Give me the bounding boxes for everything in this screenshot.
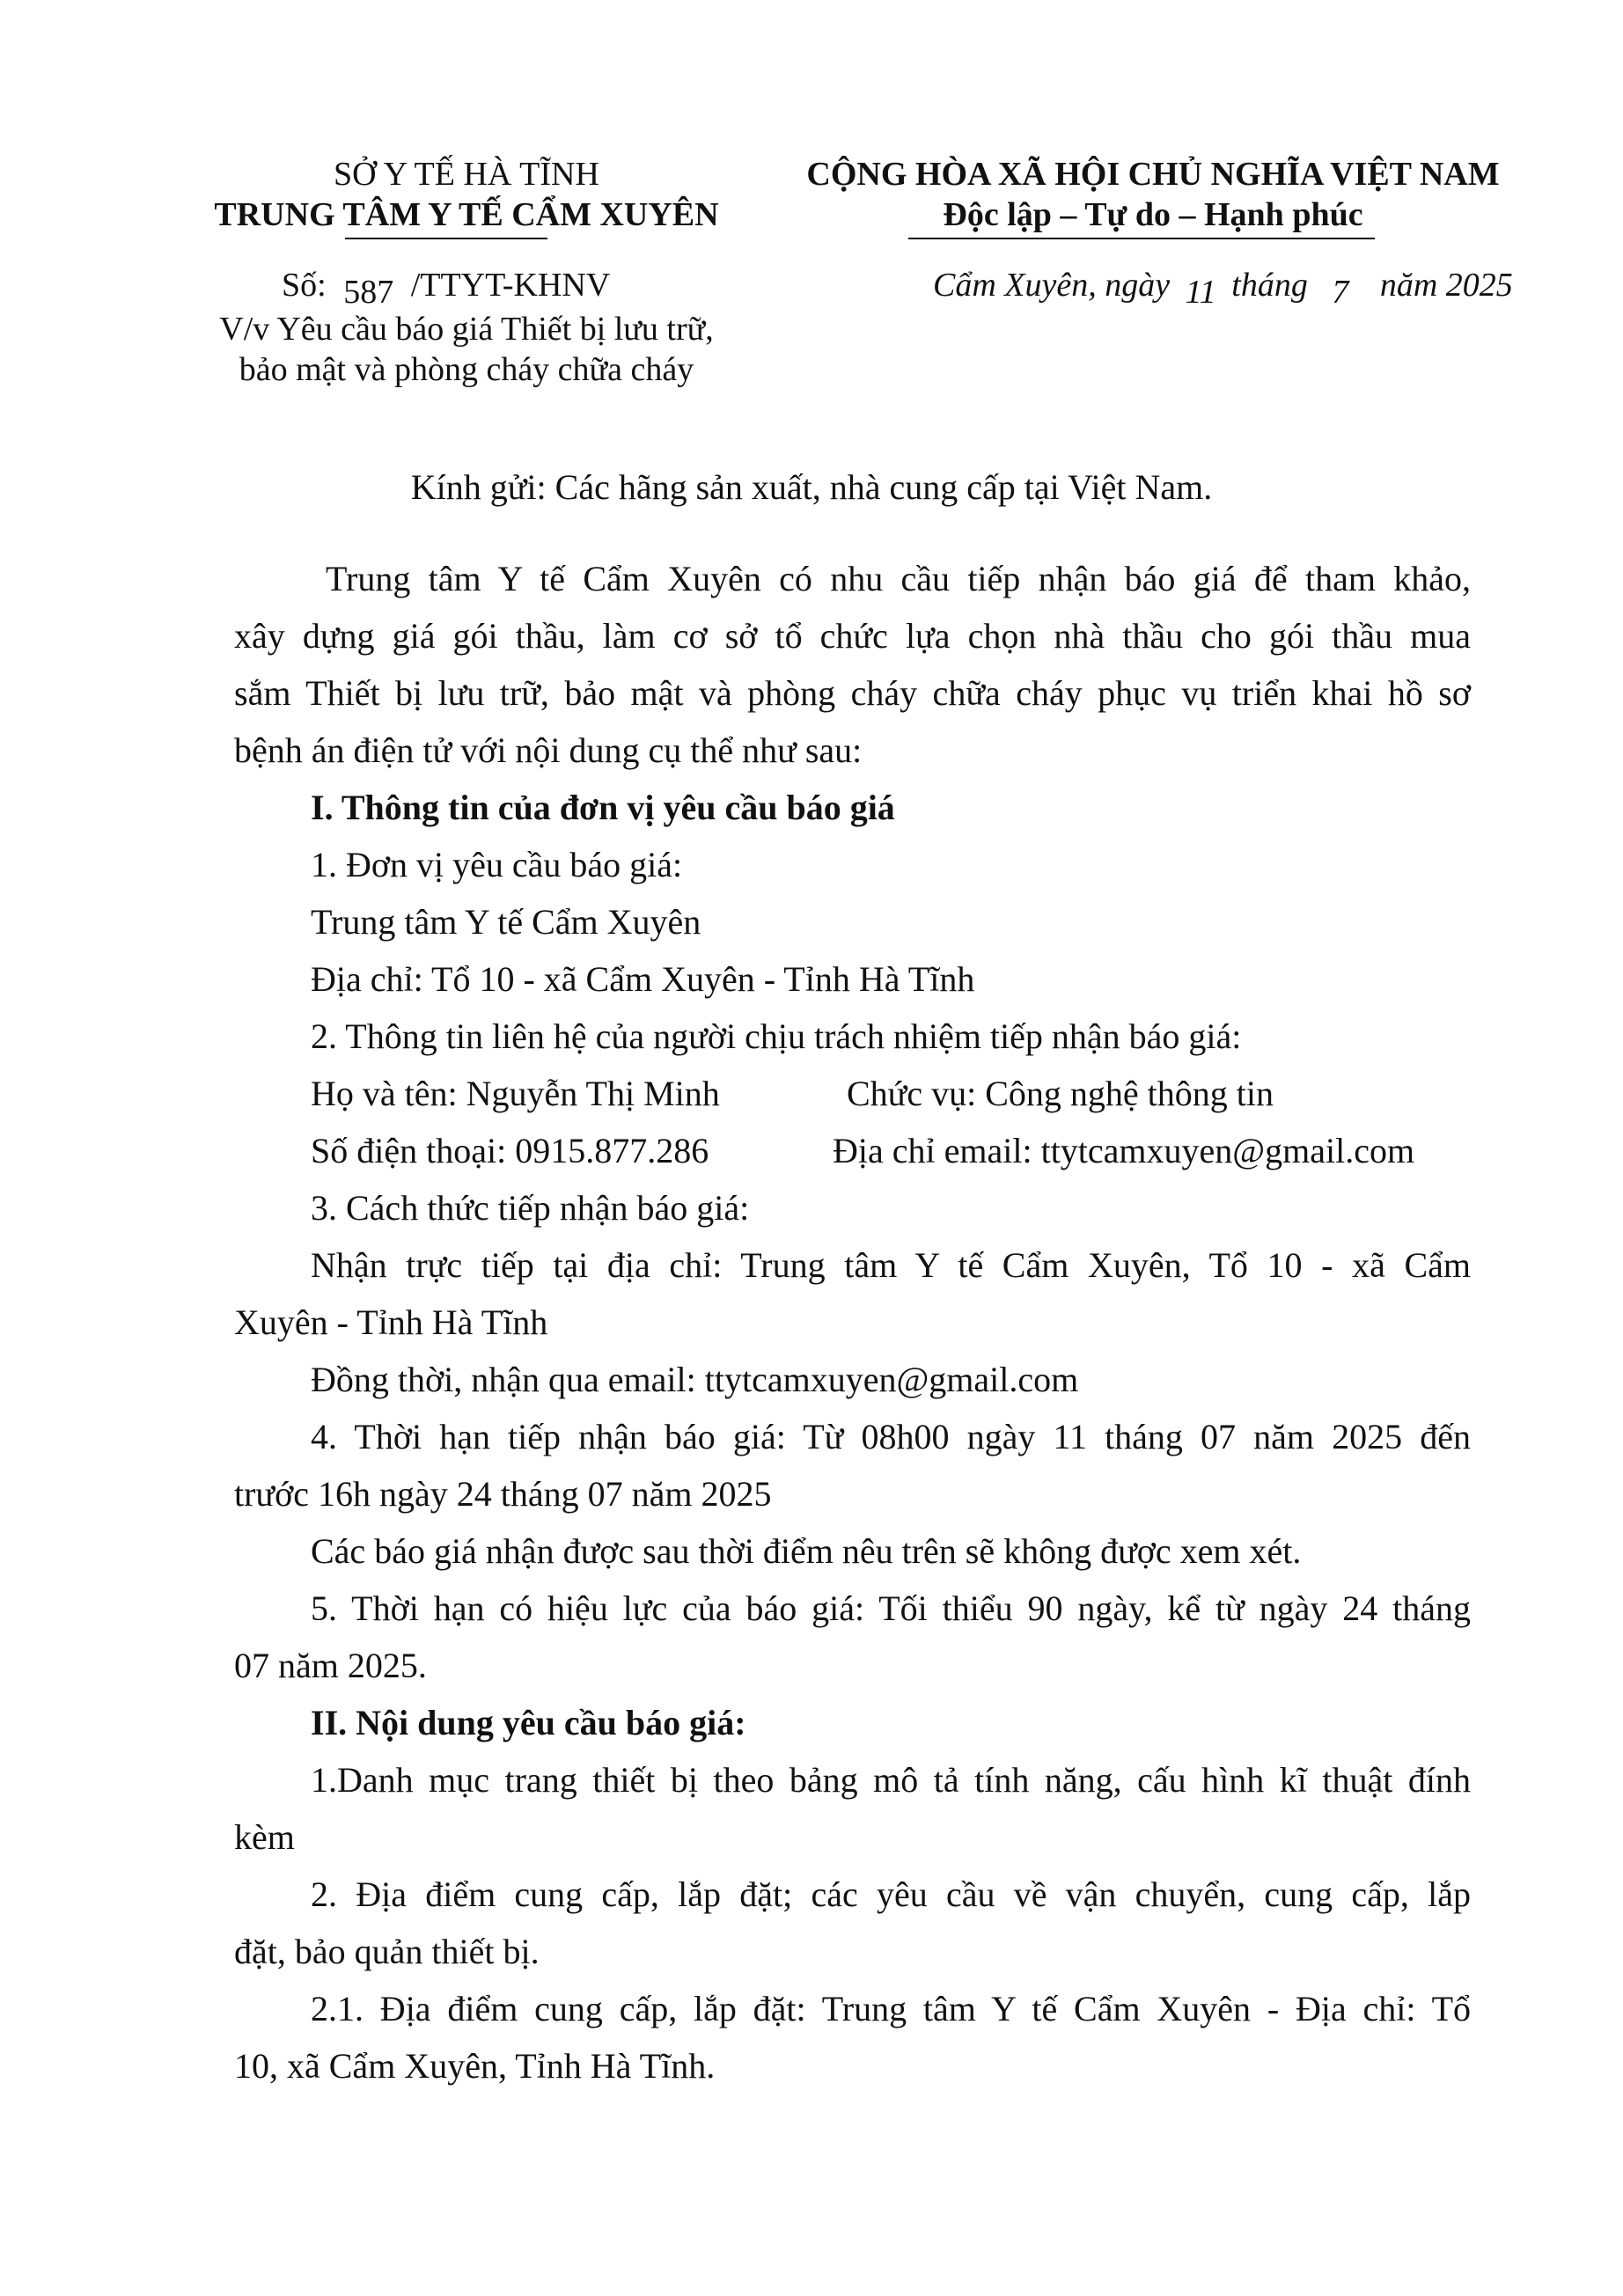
s2-item-2-1-line-1: 2.1. Địa điểm cung cấp, lắp đặt: Trung tâm Y tế Cẩm Xuyên - Địa chỉ: Tổ bbox=[311, 1989, 1471, 2028]
contact-name: Họ và tên: Nguyễn Thị Minh bbox=[311, 1074, 720, 1113]
subject-line-2: bảo mật và phòng cháy chữa cháy bbox=[239, 351, 694, 388]
national-title: CỘNG HÒA XÃ HỘI CHỦ NGHĨA VIỆT NAM bbox=[806, 156, 1500, 193]
document-number bbox=[282, 266, 611, 311]
item-2-label: 2. Thông tin liên hệ của người chịu trách nhiệm tiếp nhận báo giá: bbox=[311, 1016, 1242, 1056]
doc-no-value: 587 bbox=[343, 274, 394, 311]
subject-line-1: V/v Yêu cầu báo giá Thiết bị lưu trữ, bbox=[219, 311, 714, 348]
org-name-underline bbox=[345, 238, 547, 239]
doc-no-suffix: /TTYT-KHNV bbox=[410, 267, 611, 304]
item-3-email: Đồng thời, nhận qua email: ttytcamxuyen@gmail.com bbox=[311, 1360, 1079, 1399]
date-month: 7 bbox=[1332, 274, 1349, 311]
date-line bbox=[933, 266, 1513, 311]
item-4-line-1: 4. Thời hạn tiếp nhận báo giá: Từ 08h00 ngày 11 tháng 07 năm 2025 đến bbox=[311, 1417, 1471, 1456]
item-3-direct-line-2: Xuyên - Tỉnh Hà Tĩnh bbox=[234, 1302, 548, 1342]
s2-item-1-line-1: 1.Danh mục trang thiết bị theo bảng mô tả tính năng, cấu hình kĩ thuật đính bbox=[311, 1760, 1471, 1800]
intro-line-3: sắm Thiết bị lưu trữ, bảo mật và phòng cháy chữa cháy phục vụ triển khai hồ sơ bbox=[234, 673, 1471, 713]
motto-underline bbox=[908, 238, 1375, 239]
intro-line-2: xây dựng giá gói thầu, làm cơ sở tổ chức lựa chọn nhà thầu cho gói thầu mua bbox=[234, 616, 1471, 656]
date-month-label: tháng bbox=[1231, 267, 1308, 304]
contact-position: Chức vụ: Công nghệ thông tin bbox=[847, 1074, 1274, 1113]
s2-item-2-line-2: đặt, bảo quản thiết bị. bbox=[234, 1932, 540, 1971]
section-2-heading: II. Nội dung yêu cầu báo giá: bbox=[311, 1703, 746, 1742]
s2-item-2-1-line-2: 10, xã Cẩm Xuyên, Tỉnh Hà Tĩnh. bbox=[234, 2046, 716, 2086]
item-1-unit: Trung tâm Y tế Cẩm Xuyên bbox=[311, 902, 701, 942]
item-4-note: Các báo giá nhận được sau thời điểm nêu trên sẽ không được xem xét. bbox=[311, 1531, 1302, 1571]
intro-line-1: Trung tâm Y tế Cẩm Xuyên có nhu cầu tiếp nhận báo giá để tham khảo, bbox=[326, 559, 1471, 598]
date-place: Cẩm Xuyên, ngày bbox=[933, 267, 1171, 304]
date-year: năm 2025 bbox=[1379, 267, 1513, 304]
item-4-line-2: trước 16h ngày 24 tháng 07 năm 2025 bbox=[234, 1474, 772, 1514]
item-3-direct-line-1: Nhận trực tiếp tại địa chỉ: Trung tâm Y tế Cẩm Xuyên, Tổ 10 - xã Cẩm bbox=[311, 1245, 1471, 1285]
motto: Độc lập – Tự do – Hạnh phúc bbox=[943, 196, 1363, 233]
recipient: Kính gửi: Các hãng sản xuất, nhà cung cấp tại Việt Nam. bbox=[410, 467, 1213, 507]
item-5-line-1: 5. Thời hạn có hiệu lực của báo giá: Tối thiểu 90 ngày, kể từ ngày 24 tháng bbox=[311, 1588, 1471, 1628]
date-day: 11 bbox=[1185, 274, 1216, 311]
s2-item-2-line-1: 2. Địa điểm cung cấp, lắp đặt; các yêu cầu về vận chuyển, cung cấp, lắp bbox=[311, 1874, 1471, 1914]
contact-phone: Số điện thoại: 0915.877.286 bbox=[311, 1131, 709, 1170]
section-1-heading: I. Thông tin của đơn vị yêu cầu báo giá bbox=[311, 788, 895, 827]
org-parent: SỞ Y TẾ HÀ TĨNH bbox=[334, 156, 599, 193]
s2-item-1-line-2: kèm bbox=[234, 1817, 295, 1857]
org-name: TRUNG TÂM Y TẾ CẨM XUYÊN bbox=[214, 196, 719, 233]
item-3-label: 3. Cách thức tiếp nhận báo giá: bbox=[311, 1188, 750, 1228]
item-1-label: 1. Đơn vị yêu cầu báo giá: bbox=[311, 845, 683, 884]
intro-line-4: bệnh án điện tử với nội dung cụ thể như sau: bbox=[234, 730, 863, 770]
item-1-address: Địa chỉ: Tổ 10 - xã Cẩm Xuyên - Tỉnh Hà Tĩnh bbox=[311, 959, 975, 999]
doc-no-prefix: Số: bbox=[282, 267, 327, 304]
item-5-line-2: 07 năm 2025. bbox=[234, 1646, 427, 1685]
contact-email: Địa chỉ email: ttytcamxuyen@gmail.com bbox=[833, 1131, 1415, 1170]
